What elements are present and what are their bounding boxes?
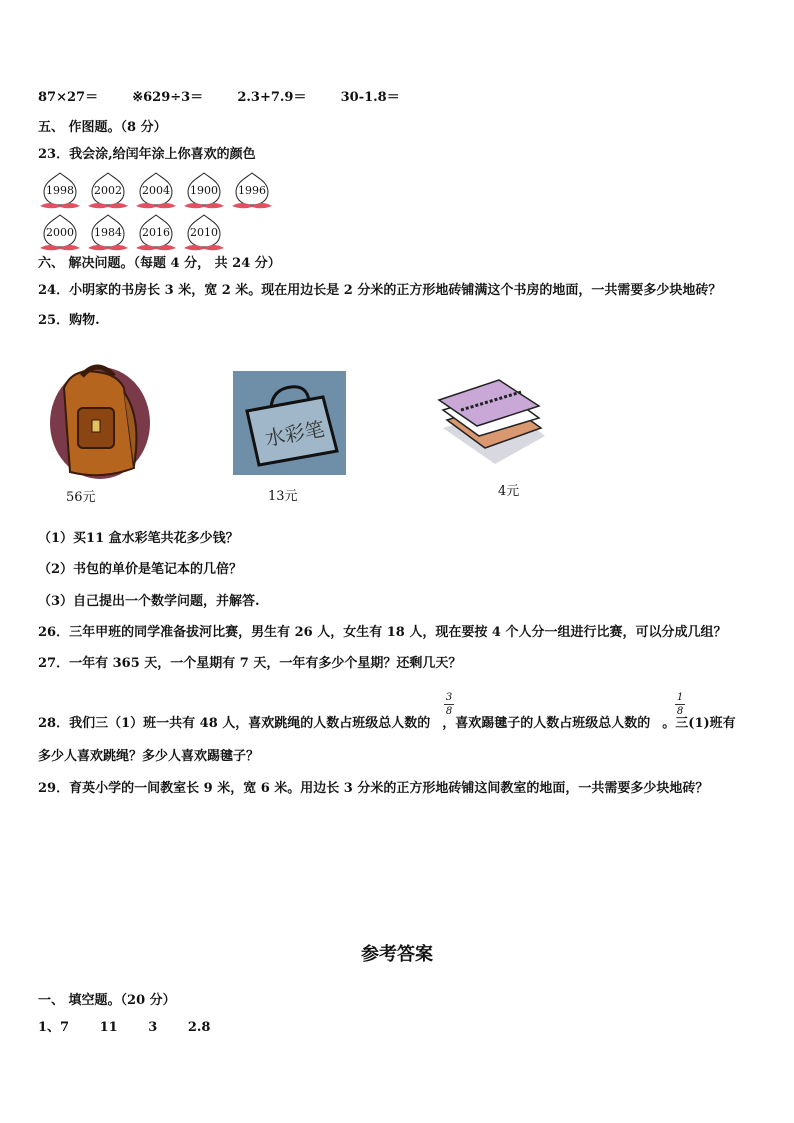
q27-text: 27．一年有 365 天，一个星期有 7 天，一年有多少个星期？还剩几天？ (38, 656, 462, 671)
peach-year: 2004 (142, 184, 170, 197)
q29-text: 29．育英小学的一间教室长 9 米，宽 6 米。用边长 3 分米的正方形地砖铺这间教室的地面，一共需要多少块地砖？ (38, 781, 709, 796)
q23-text: 23．我会涂,给闰年涂上你喜欢的颜色 (38, 147, 256, 162)
calc-item: 87×27＝ (38, 90, 99, 105)
answer-item: 2.8 (187, 1020, 211, 1035)
answers-line1 (38, 1020, 210, 1036)
peach-1996[interactable] (230, 170, 274, 210)
calc-row (38, 90, 430, 106)
q28-line2: 多少人喜欢跳绳？多少人喜欢踢毽子？ (38, 749, 260, 764)
q28-part3: 。三(1)班有 (662, 716, 736, 731)
schoolbag-price: 56元 (66, 490, 96, 505)
watercolor-price: 13元 (268, 489, 298, 504)
q28-part2: ，喜欢踢毽子的人数占班级总人数的 (442, 716, 651, 731)
answer-item: 11 (99, 1020, 118, 1035)
peach-row-1 (38, 170, 274, 210)
peach-2010[interactable] (182, 212, 226, 252)
frac-den: 8 (445, 706, 453, 717)
pen-box-icon (233, 371, 346, 475)
peach-2016[interactable] (134, 212, 178, 252)
calc-item: 30-1.8＝ (340, 90, 400, 105)
notebook-image (435, 378, 547, 472)
peach-year: 2002 (94, 184, 122, 197)
pen-box-label: 水彩笔 (263, 416, 327, 451)
q24-text: 24．小明家的书房长 3 米，宽 2 米。现在用边长是 2 分米的正方形地砖铺满这个书房的地面，一共需要多少块地砖？ (38, 283, 722, 298)
peach-1984[interactable] (86, 212, 130, 252)
peach-year: 1984 (94, 226, 122, 239)
q25-sub2: （2）书包的单价是笔记本的几倍？ (38, 562, 243, 577)
q25-text: 25．购物. (38, 313, 100, 328)
answers-title: 参考答案 (361, 944, 433, 965)
q25-sub3: （3）自己提出一个数学问题，并解答. (38, 594, 260, 609)
peach-1900[interactable] (182, 170, 226, 210)
peach-year: 1996 (238, 184, 266, 197)
answer-item: 3 (148, 1020, 158, 1035)
fraction-1-8 (675, 692, 685, 717)
peach-year: 2016 (142, 226, 170, 239)
notebook-price: 4元 (498, 484, 520, 499)
answer-item: 1、7 (38, 1020, 70, 1035)
schoolbag-icon (42, 358, 152, 483)
q28-line1 (38, 716, 736, 732)
peach-2002[interactable] (86, 170, 130, 210)
fraction-3-8 (444, 692, 454, 717)
watercolor-pens-image (233, 371, 346, 479)
q26-text: 26．三年甲班的同学准备拔河比赛，男生有 26 人，女生有 18 人，现在要按 4 个人分一组进行比赛，可以分成几组？ (38, 625, 727, 640)
section5-heading: 五、 作图题。（8 分） (38, 120, 167, 135)
peach-2004[interactable] (134, 170, 178, 210)
q28-part1: 28．我们三（1）班一共有 48 人，喜欢跳绳的人数占班级总人数的 (38, 716, 431, 731)
section6-heading: 六、 解决问题。（每题 4 分， 共 24 分） (38, 256, 281, 271)
calc-item: 2.3+7.9＝ (237, 90, 307, 105)
calc-item: ※629÷3＝ (132, 90, 204, 105)
peach-row-2 (38, 212, 226, 252)
notebook-icon (435, 378, 547, 468)
peach-year: 1998 (46, 184, 74, 197)
peach-year: 2010 (190, 226, 218, 239)
peach-year: 2000 (46, 226, 74, 239)
schoolbag-image (42, 358, 152, 487)
frac-den: 8 (676, 706, 684, 717)
peach-1998[interactable] (38, 170, 82, 210)
frac-num: 3 (445, 692, 453, 703)
frac-num: 1 (676, 692, 684, 703)
peach-2000[interactable] (38, 212, 82, 252)
peach-year: 1900 (190, 184, 218, 197)
q25-sub1: （1）买11 盒水彩笔共花多少钱？ (38, 531, 239, 546)
answers-section1: 一、 填空题。（20 分） (38, 993, 176, 1008)
